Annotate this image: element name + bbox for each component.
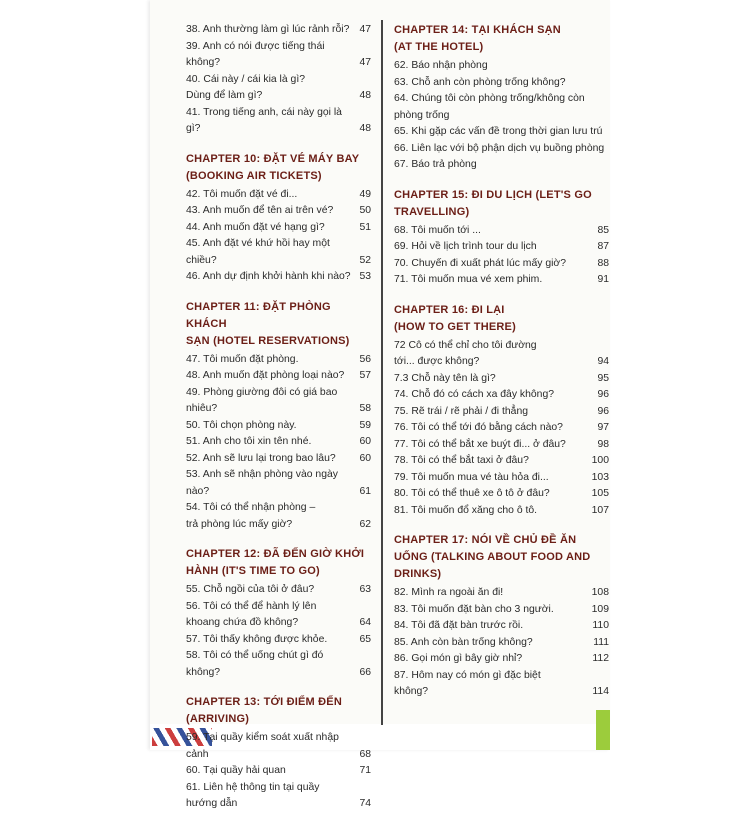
entry-title: 64. Chúng tôi còn phòng trống/không còn phòng trống bbox=[394, 93, 585, 121]
entry-page-number: 105 bbox=[591, 488, 609, 499]
entry-title: 71. Tôi muốn mua vé xem phim. bbox=[394, 274, 543, 285]
toc-right-column bbox=[394, 22, 609, 701]
entry-title: 48. Anh muốn đặt phòng loại nào? bbox=[186, 370, 345, 381]
entry-page-number: 112 bbox=[592, 653, 609, 664]
toc-entry bbox=[186, 39, 371, 72]
toc-entry bbox=[394, 223, 609, 240]
entry-title: 46. Anh dự định khởi hành khi nào? bbox=[186, 271, 351, 282]
toc-left-column bbox=[186, 22, 371, 813]
entry-page-number: 58 bbox=[359, 403, 371, 414]
toc-entry bbox=[394, 157, 609, 174]
entry-title: 86. Gọi món gì bây giờ nhỉ? bbox=[394, 653, 523, 664]
entry-page-number: 62 bbox=[359, 518, 371, 530]
entry-title: 7.3 Chỗ này tên là gì? bbox=[394, 372, 496, 384]
entry-page-number: 96 bbox=[597, 405, 609, 417]
toc-entry bbox=[394, 256, 609, 273]
toc-entry bbox=[186, 220, 371, 237]
entry-page-number: 60 bbox=[359, 452, 371, 464]
toc-entry bbox=[186, 500, 371, 533]
chapter-heading: CHAPTER 14: TẠI KHÁCH SẠN (AT THE HOTEL) bbox=[394, 24, 561, 53]
toc-entry bbox=[394, 486, 609, 503]
entry-page-number: 110 bbox=[592, 620, 609, 631]
toc-entry bbox=[186, 352, 371, 369]
entry-title: 87. Hôm nay có món gì đặc biệt không? bbox=[394, 669, 541, 697]
entry-page-number: 94 bbox=[597, 356, 609, 367]
entry-title: 63. Chỗ anh còn phòng trống không? bbox=[394, 76, 566, 88]
entry-title: 51. Anh cho tôi xin tên nhé. bbox=[186, 436, 312, 447]
entry-title: 42. Tôi muốn đặt vé đi... bbox=[186, 188, 298, 200]
entry-title: 47. Tôi muốn đặt phòng. bbox=[186, 353, 299, 365]
entry-page-number: 74 bbox=[359, 798, 371, 809]
toc-entry bbox=[394, 124, 609, 141]
entry-title: 65. Khi gặp các vấn đề trong thời gian lưu trú bbox=[394, 126, 603, 137]
cover-green-edge bbox=[596, 710, 610, 750]
toc-entry bbox=[186, 187, 371, 204]
toc-entry bbox=[394, 470, 609, 487]
toc-entry bbox=[394, 668, 609, 701]
entry-page-number: 52 bbox=[359, 254, 371, 266]
entry-page-number: 107 bbox=[591, 504, 609, 516]
entry-title: 66. Liên lạc với bộ phận dịch vụ buồng phòng bbox=[394, 142, 605, 154]
toc-entry bbox=[186, 203, 371, 220]
entry-page-number: 114 bbox=[592, 686, 609, 697]
toc-entry bbox=[186, 418, 371, 435]
toc-entry bbox=[186, 451, 371, 468]
toc-entry bbox=[186, 368, 371, 385]
entry-title: 41. Trong tiếng anh, cái này gọi là gì? bbox=[186, 106, 342, 134]
entry-title: 38. Anh thường làm gì lúc rảnh rỗi? bbox=[186, 24, 350, 35]
entry-page-number: 65 bbox=[359, 633, 371, 645]
entry-title: 74. Chỗ đó có cách xa đây không? bbox=[394, 389, 555, 400]
toc-entry bbox=[186, 648, 371, 681]
toc-entry bbox=[394, 618, 609, 635]
entry-title: 58. Tôi có thể uống chút gì đó không? bbox=[186, 650, 324, 678]
toc-entry bbox=[394, 585, 609, 602]
entry-title: 60. Tại quầy hải quan bbox=[186, 765, 286, 776]
entry-page-number: 47 bbox=[359, 24, 371, 35]
entry-title: 85. Anh còn bàn trống không? bbox=[394, 636, 533, 648]
entry-title: 79. Tôi muốn mua vé tàu hỏa đi... bbox=[394, 471, 549, 483]
toc-entry bbox=[394, 420, 609, 437]
entry-page-number: 56 bbox=[359, 353, 371, 365]
entry-page-number: 66 bbox=[359, 666, 371, 678]
entry-title: 61. Liên hệ thông tin tại quầy hướng dẫn bbox=[186, 781, 320, 809]
toc-entry bbox=[394, 338, 609, 371]
entry-page-number: 71 bbox=[359, 765, 371, 776]
toc-entry bbox=[186, 467, 371, 500]
entry-title: 45. Anh đặt vé khứ hồi hay một chiều? bbox=[186, 238, 330, 266]
entry-page-number: 88 bbox=[597, 257, 609, 269]
entry-title: 84. Tôi đã đặt bàn trước rồi. bbox=[394, 620, 524, 631]
entry-title: 44. Anh muốn đặt vé hạng gì? bbox=[186, 221, 325, 233]
entry-page-number: 111 bbox=[593, 636, 609, 648]
entry-page-number: 98 bbox=[597, 438, 609, 450]
toc-entry bbox=[186, 763, 371, 780]
toc-entry bbox=[394, 404, 609, 421]
entry-page-number: 47 bbox=[359, 57, 371, 68]
toc-entry bbox=[394, 503, 609, 520]
entry-page-number: 108 bbox=[591, 587, 609, 598]
entry-title: 55. Chỗ ngồi của tôi ở đâu? bbox=[186, 584, 315, 595]
entry-page-number: 53 bbox=[359, 271, 371, 282]
toc-entry bbox=[186, 632, 371, 649]
toc-entry bbox=[186, 434, 371, 451]
chapter-heading: CHAPTER 17: NÓI VỀ CHỦ ĐỀ ĂN UỐNG (TALKING ABOUT FOOD AND DRINKS) bbox=[394, 534, 591, 580]
entry-title: 59. Tại quầy kiểm soát xuất nhập cảnh bbox=[186, 732, 339, 760]
toc-entry bbox=[394, 58, 609, 75]
entry-page-number: 49 bbox=[359, 188, 371, 200]
toc-entry bbox=[186, 72, 371, 105]
toc-entry bbox=[394, 437, 609, 454]
toc-entry bbox=[394, 239, 609, 256]
entry-title: 80. Tôi có thể thuê xe ô tô ở đâu? bbox=[394, 488, 550, 499]
chapter-heading: CHAPTER 12: ĐÃ ĐẾN GIỜ KHỞI HÀNH (IT'S TIME TO GO) bbox=[186, 548, 365, 577]
entry-title: 54. Tôi có thể nhận phòng – trả phòng lúc mấy giờ? bbox=[186, 502, 316, 530]
entry-page-number: 96 bbox=[597, 389, 609, 400]
entry-title: 83. Tôi muốn đặt bàn cho 3 người. bbox=[394, 603, 554, 615]
toc-entry bbox=[394, 651, 609, 668]
entry-title: 75. Rẽ trái / rẽ phải / đi thẳng bbox=[394, 405, 529, 417]
entry-page-number: 61 bbox=[359, 485, 371, 497]
toc-entry bbox=[394, 453, 609, 470]
entry-title: 52. Anh sẽ lưu lại trong bao lâu? bbox=[186, 452, 336, 464]
entry-page-number: 100 bbox=[591, 455, 609, 466]
entry-title: 43. Anh muốn để tên ai trên vé? bbox=[186, 205, 334, 216]
entry-title: 67. Báo trả phòng bbox=[394, 159, 477, 170]
toc-entry bbox=[186, 269, 371, 286]
entry-title: 82. Mình ra ngoài ăn đi! bbox=[394, 587, 504, 598]
toc-entry bbox=[394, 602, 609, 619]
entry-page-number: 50 bbox=[359, 205, 371, 216]
entry-page-number: 87 bbox=[597, 241, 609, 252]
chapter-heading: CHAPTER 13: TỚI ĐIỂM ĐẾN (ARRIVING) bbox=[186, 696, 342, 725]
toc-entry bbox=[394, 272, 609, 289]
entry-page-number: 57 bbox=[359, 370, 371, 381]
entry-page-number: 91 bbox=[597, 274, 609, 285]
entry-title: 69. Hỏi về lịch trình tour du lịch bbox=[394, 241, 537, 252]
entry-title: 39. Anh có nói được tiếng thái không? bbox=[186, 40, 325, 68]
entry-page-number: 64 bbox=[359, 617, 371, 628]
toc-entry bbox=[186, 105, 371, 138]
entry-title: 49. Phòng giường đôi có giá bao nhiêu? bbox=[186, 386, 338, 414]
entry-page-number: 51 bbox=[359, 221, 371, 233]
entry-page-number: 97 bbox=[597, 422, 609, 433]
entry-page-number: 103 bbox=[591, 471, 609, 483]
column-divider bbox=[381, 20, 383, 725]
entry-page-number: 59 bbox=[359, 419, 371, 431]
chapter-heading: CHAPTER 11: ĐẶT PHÒNG KHÁCH SẠN (HOTEL RESERVATIONS) bbox=[186, 300, 350, 347]
toc-entry bbox=[186, 730, 371, 763]
chapter-heading: CHAPTER 15: ĐI DU LỊCH (LET'S GO TRAVELLING) bbox=[394, 188, 592, 218]
entry-title: 77. Tôi có thể bắt xe buýt đi... ở đâu? bbox=[394, 438, 566, 450]
toc-entry bbox=[186, 22, 371, 39]
entry-title: 50. Tôi chọn phòng này. bbox=[186, 419, 297, 431]
toc-entry bbox=[394, 387, 609, 404]
toc-entry bbox=[394, 141, 609, 158]
entry-page-number: 63 bbox=[359, 584, 371, 595]
entry-title: 68. Tôi muốn tới ... bbox=[394, 224, 481, 236]
entry-page-number: 68 bbox=[359, 748, 371, 760]
entry-title: 40. Cái này / cái kia là gì? Dùng để làm gì? bbox=[186, 73, 305, 101]
chapter-heading: CHAPTER 10: ĐẶT VÉ MÁY BAY (BOOKING AIR TICKETS) bbox=[186, 152, 360, 182]
entry-title: 81. Tôi muốn đổ xăng cho ô tô. bbox=[394, 504, 538, 516]
toc-entry bbox=[186, 385, 371, 418]
chapter-heading: CHAPTER 16: ĐI LẠI (HOW TO GET THERE) bbox=[394, 303, 516, 333]
toc-entry bbox=[186, 599, 371, 632]
toc-entry bbox=[186, 236, 371, 269]
toc-entry bbox=[394, 371, 609, 388]
toc-entry bbox=[394, 635, 609, 652]
entry-title: 56. Tôi có thể để hành lý lên khoang chứa đồ không? bbox=[186, 600, 317, 628]
entry-title: 78. Tôi có thể bắt taxi ở đâu? bbox=[394, 455, 529, 466]
entry-title: 70. Chuyến đi xuất phát lúc mấy giờ? bbox=[394, 257, 567, 269]
entry-title: 53. Anh sẽ nhận phòng vào ngày nào? bbox=[186, 469, 338, 497]
toc-entry bbox=[394, 91, 609, 124]
entry-page-number: 95 bbox=[597, 372, 609, 384]
toc-entry bbox=[394, 75, 609, 92]
entry-title: 57. Tôi thấy không được khỏe. bbox=[186, 633, 328, 645]
entry-page-number: 48 bbox=[359, 90, 371, 101]
entry-page-number: 60 bbox=[359, 436, 371, 447]
entry-page-number: 85 bbox=[597, 224, 609, 236]
toc-entry bbox=[186, 780, 371, 813]
toc-entry bbox=[186, 582, 371, 599]
entry-title: 72 Cô có thể chỉ cho tôi đường tới... được không? bbox=[394, 339, 537, 367]
entry-page-number: 48 bbox=[359, 123, 371, 134]
entry-title: 62. Báo nhận phòng bbox=[394, 60, 488, 71]
entry-title: 76. Tôi có thể tới đó bằng cách nào? bbox=[394, 422, 563, 433]
entry-page-number: 109 bbox=[591, 603, 609, 615]
